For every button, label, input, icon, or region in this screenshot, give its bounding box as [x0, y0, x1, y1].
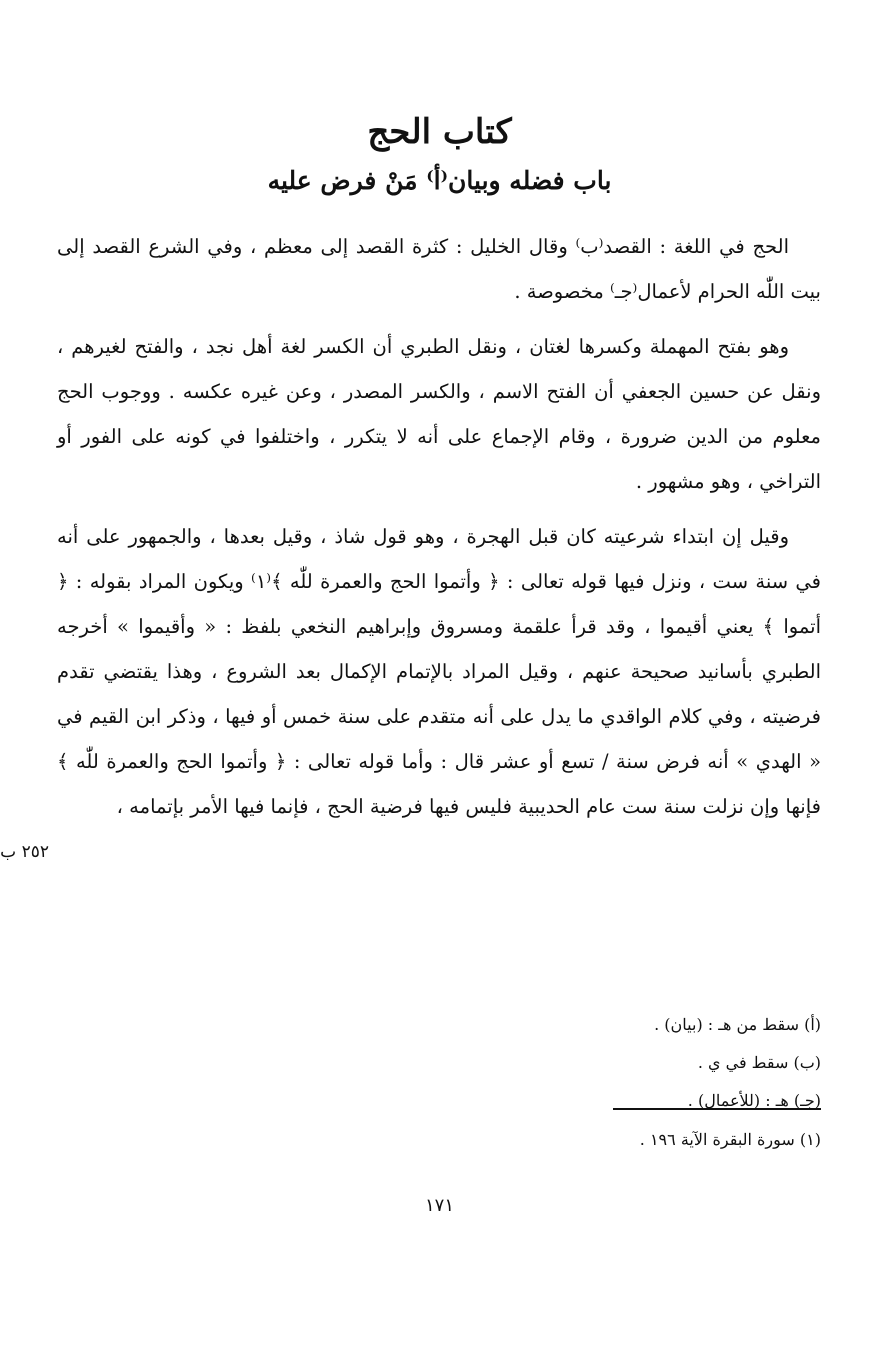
page-title: كتاب الحج	[367, 112, 512, 152]
page-number: ١٧١	[424, 1195, 454, 1216]
footnote-divider	[613, 1108, 821, 1110]
paragraph: وقيل إن ابتداء شرعيته كان قبل الهجرة ، وهو قول شاذ ، وقيل بعدها ، والجمهور على أنه في سنة ست ، ونزل فيها قوله تعالى : ﴿ وأتموا الحج والعمرة للّٰه ﴾⁽١⁾ ويكون المراد بقوله : ﴿ أتموا ﴾ يعني أقيموا ، وقد قرأ علقمة ومسروق وإبراهيم النخعي بلفظ : « وأقيموا » أخرجه الطبري بأسانيد صحيحة عنهم ، وقيل المراد بالإتمام الإكمال بعد الشروع ، وهذا يقتضي تقدم فرضيته ، وفي كلام الواقدي ما يدل على أنه متقدم على سنة خمس أو فيها ، وذكر ابن القيم في « الهدي » أنه فرض سنة / تسع أو عشر قال : وأما قوله تعالى : ﴿ وأتموا الحج والعمرة للّٰه ﴾ فإنها وإن نزلت سنة ست عام الحديبية فليس فيها فرضية الحج ، فإنما فيها الأمر بإتمامه ،	[57, 525, 821, 818]
variant-footnotes	[57, 1006, 821, 1120]
paragraph: وهو بفتح المهملة وكسرها لغتان ، ونقل الطبري أن الكسر لغة أهل نجد ، والفتح لغيرهم ، ونقل عن حسين الجعفي أن الفتح الاسم ، والكسر المصدر ، وعن غيره عكسه . ووجوب الحج معلوم من الدين ضرورة ، وقام الإجماع على أنه لا يتكرر ، واختلفوا في كونه على الفور أو التراخي ، وهو مشهور .	[57, 335, 821, 493]
footnote-item: (أ) سقط من هـ : (بيان) .	[654, 1015, 821, 1034]
footnote-item: (١) سورة البقرة الآية ١٩٦ .	[639, 1130, 821, 1149]
footnote-item: (ب) سقط في ي .	[697, 1053, 821, 1072]
footnote-item: (جـ) هـ : (للأعمال) .	[687, 1091, 821, 1110]
source-footnotes	[57, 1121, 821, 1159]
chapter-subtitle: باب فضله وبيان⁽أ⁾ مَنْ فرض عليه	[267, 166, 612, 195]
manuscript-folio-marker: ٢٥٢ ب	[0, 842, 49, 862]
main-text	[57, 224, 821, 839]
paragraph: الحج في اللغة : القصد⁽ب⁾ وقال الخليل : كثرة القصد إلى معظم ، وفي الشرع القصد إلى بيت اللّٰه الحرام لأعمال⁽جـ⁾ مخصوصة .	[57, 235, 821, 303]
